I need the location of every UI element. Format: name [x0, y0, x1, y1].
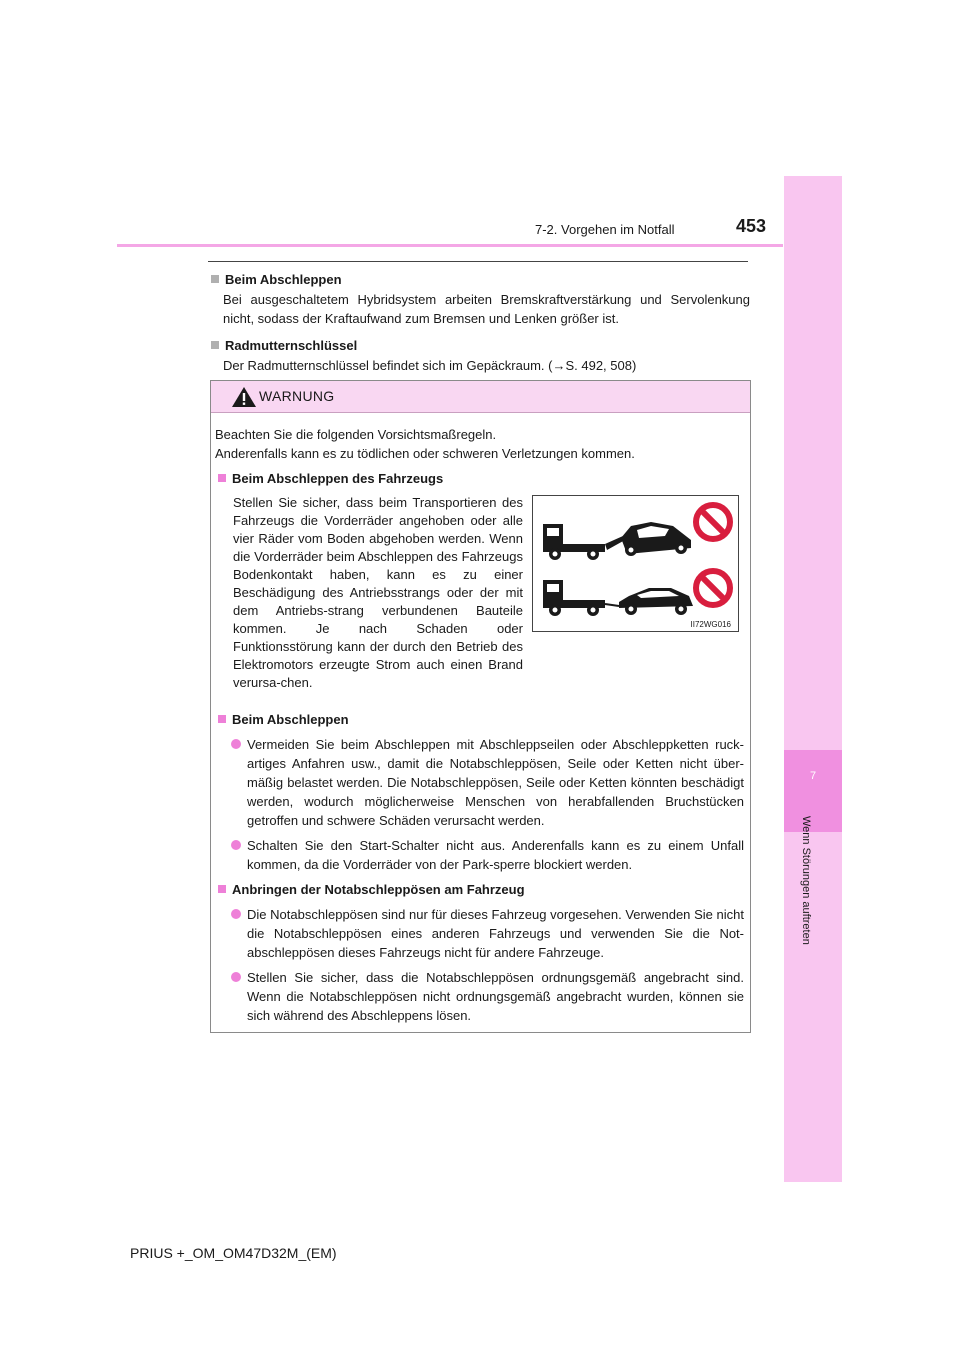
- warning-bullet: Schalten Sie den Start-Schalter nicht aus. Anderenfalls kann es zu einem Unfall kommen, da die Vorderräder von der Park-sperre blockiert werden.: [215, 836, 744, 874]
- intro-text: Bei ausgeschaltetem Hybridsystem arbeiten Bremskraftverstärkung und Servolenkung nicht, sodass der Kraftaufwand zum Bremsen und Lenken größer ist.: [223, 292, 750, 326]
- warning-section-heading: Beim Abschleppen des Fahrzeugs: [215, 469, 744, 488]
- square-bullet-icon: [211, 341, 219, 349]
- intro-content: [208, 270, 750, 383]
- bullet-dot-icon: [231, 909, 241, 919]
- tow-illustration-icon: [533, 496, 738, 631]
- intro-heading: Beim Abschleppen: [208, 270, 750, 289]
- warning-bullet: Die Notabschleppösen sind nur für dieses Fahrzeug vorgesehen. Verwenden Sie nicht die Notabschleppösen eines anderen Fahrzeugs und verwenden Sie die Not-abschleppösen dieses Fahrzeugs nicht für andere Fahrzeuge.: [215, 905, 744, 962]
- square-bullet-icon: [211, 275, 219, 283]
- square-bullet-icon: [218, 885, 226, 893]
- warning-section-heading: Beim Abschleppen: [215, 710, 744, 729]
- page-number: 453: [736, 216, 767, 236]
- warning-intro-line: Beachten Sie die folgenden Vorsichtsmaßregeln.: [215, 427, 497, 442]
- warning-body: [211, 413, 750, 1025]
- content-divider: [208, 261, 748, 262]
- warning-intro-line: Anderenfalls kann es zu tödlichen oder schweren Verletzungen kommen.: [215, 446, 635, 461]
- tow-section: [215, 494, 744, 704]
- square-bullet-icon: [218, 474, 226, 482]
- square-bullet-icon: [218, 715, 226, 723]
- warning-box: [210, 380, 751, 1033]
- section-title: 7-2. Vorgehen im Notfall: [535, 222, 675, 237]
- tow-warning-text: Stellen Sie sicher, dass beim Transportieren des Fahrzeugs die Vorderräder angehoben oder alle vier Räder vom Boden abgehoben werden. Wenn die Vorderräder beim Abschleppen des Fahrzeugs Bodenkontakt haben, kann es zu einer Beschädigung des Antriebsstrangs oder der mit dem Antriebs-strang verbundenen Bauteile kommen. Je nach Schaden oder Funktionsstörung kann der durch den Betrieb des Elektromotors erzeugte Strom auch einen Brand verursa-chen.: [233, 495, 523, 690]
- chapter-number: 7: [809, 770, 817, 782]
- warning-section-heading: Anbringen der Notabschleppösen am Fahrzeug: [215, 880, 744, 899]
- warning-bullet: Vermeiden Sie beim Abschleppen mit Abschleppseilen oder Abschleppketten ruck-artiges Anfahren usw., damit die Notabschleppösen, Seile oder Ketten nicht über-mäßig belastet werden. Die Notabschleppösen, Seile oder Ketten könnten beschädigt werden, wodurch möglicherweise Menschen von herabfallenden Bruchstücken getroffen und schwere Schäden verursacht werden.: [215, 735, 744, 830]
- bullet-dot-icon: [231, 840, 241, 850]
- warning-triangle-icon: [231, 386, 257, 408]
- chapter-sidebar: [784, 176, 842, 1182]
- prohibited-icon: [696, 505, 730, 539]
- header-rule: [117, 244, 783, 247]
- intro-text: Der Radmutternschlüssel befindet sich im Gepäckraum. (→S. 492, 508): [223, 358, 637, 373]
- prohibited-icon: [696, 571, 730, 605]
- warning-bullet: Stellen Sie sicher, dass die Notabschleppösen ordnungsgemäß angebracht sind. Wenn die Notabschleppösen nicht ordnungsgemäß angebracht wurden, können sie sich während des Abschleppens lösen.: [215, 968, 744, 1025]
- intro-heading: Radmutternschlüssel: [208, 336, 750, 355]
- figure-code: II72WG016: [690, 620, 731, 629]
- warning-header: [211, 381, 750, 413]
- footer-doc-id: PRIUS +_OM_OM47D32M_(EM): [130, 1245, 337, 1261]
- chapter-tab-active: [784, 750, 842, 832]
- chapter-title: Wenn Störungen auftreten: [800, 816, 812, 945]
- warning-title: WARNUNG: [259, 388, 335, 404]
- bullet-dot-icon: [231, 972, 241, 982]
- tow-truck-illustration: [532, 495, 739, 632]
- bullet-dot-icon: [231, 739, 241, 749]
